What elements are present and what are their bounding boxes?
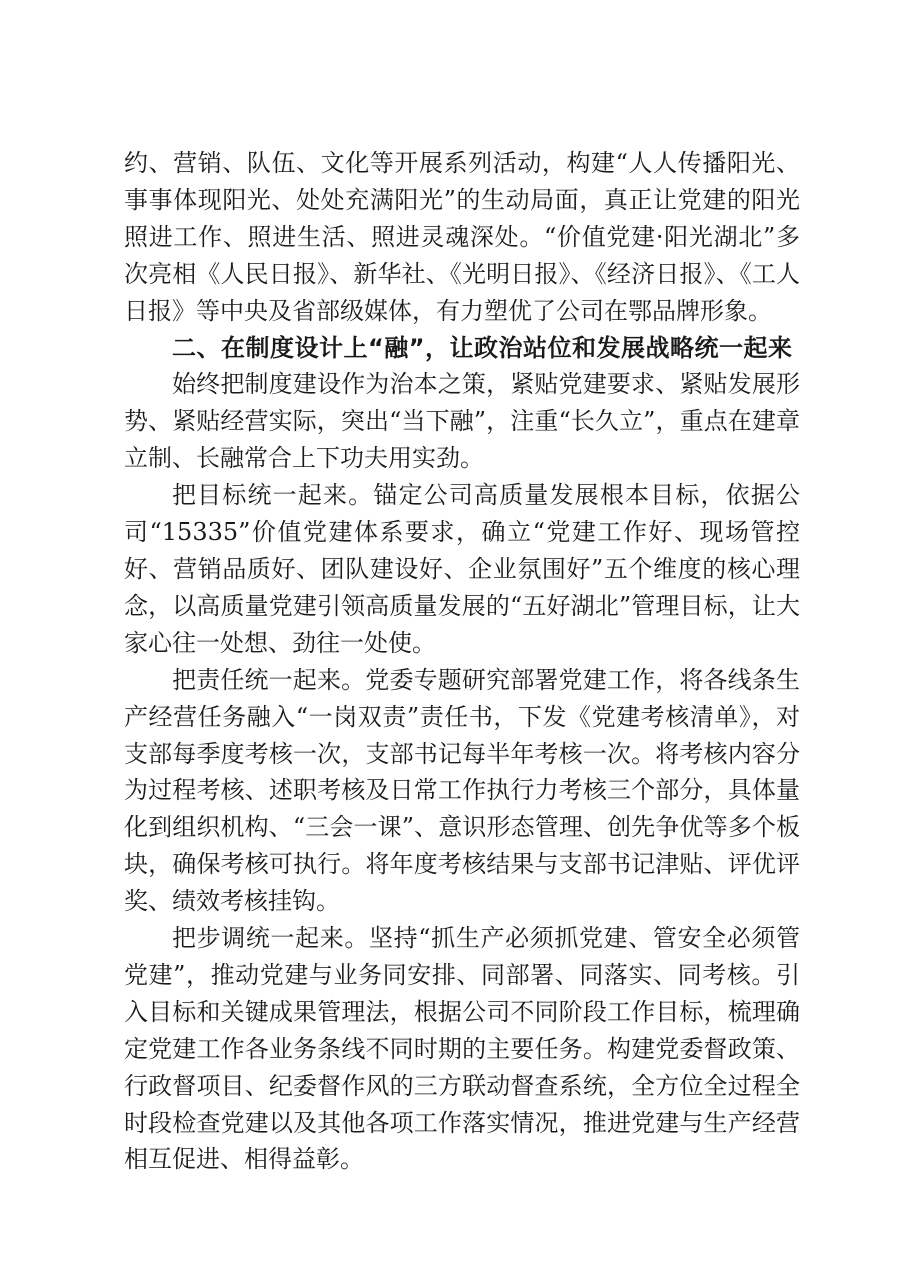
intro-paragraph: 始终把制度建设作为治本之策，紧贴党建要求、紧贴发展形势、紧贴经营实际，突出“当下融”，注重“长久立”，重点在建章立制、长融常合上下功夫用实劲。 [124, 370, 800, 473]
section-heading: 二、在制度设计上“融”，让政治站位和发展战略统一起来 [172, 333, 793, 362]
document-body [124, 145, 800, 1178]
goal-paragraph: 把目标统一起来。锚定公司高质量发展根本目标，依据公司“15335”价值党建体系要求，确立“党建工作好、现场管控好、营销品质好、团队建设好、企业氛围好”五个维度的核心理念，以高质量党建引领高质量发展的“五好湖北”管理目标，让大家心往一处想、劲往一处使。 [124, 481, 800, 657]
pace-paragraph: 把步调统一起来。坚持“抓生产必须抓党建、管安全必须管党建”，推动党建与业务同安排、同部署、同落实、同考核。引入目标和关键成果管理法，根据公司不同阶段工作目标，梳理确定党建工作各业务条线不同时期的主要任务。构建党委督政策、行政督项目、纪委督作风的三方联动督查系统，全方位全过程全时段检查党建以及其他各项工作落实情况，推进党建与生产经营相互促进、相得益彰。 [124, 924, 800, 1174]
continuation-paragraph: 约、营销、队伍、文化等开展系列活动，构建“人人传播阳光、事事体现阳光、处处充满阳光”的生动局面，真正让党建的阳光照进工作、照进生活、照进灵魂深处。“价值党建·阳光湖北”多次亮相《人民日报》、新华社、《光明日报》、《经济日报》、《工人日报》等中央及省部级媒体，有力塑优了公司在鄂品牌形象。 [124, 149, 800, 325]
responsibility-paragraph: 把责任统一起来。党委专题研究部署党建工作，将各线条生产经营任务融入“一岗双责”责任书，下发《党建考核清单》，对支部每季度考核一次，支部书记每半年考核一次。将考核内容分为过程考核、述职考核及日常工作执行力考核三个部分，具体量化到组织机构、“三会一课”、意识形态管理、创先争优等多个板块，确保考核可执行。将年度考核结果与支部书记津贴、评优评奖、绩效考核挂钩。 [124, 665, 800, 916]
